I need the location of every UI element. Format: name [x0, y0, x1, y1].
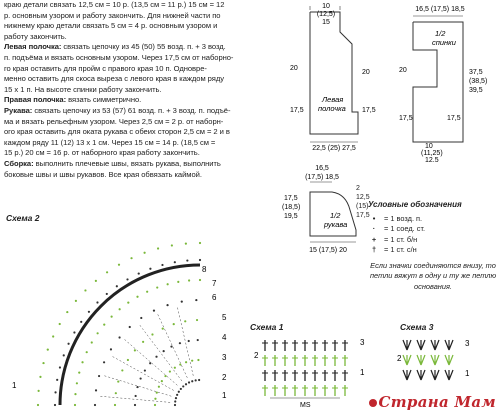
back-bottom-left: 17,5 [399, 115, 413, 122]
left-side-b: 17,5 [290, 107, 304, 114]
back-low-b: (11,25) [421, 150, 443, 157]
instruction-line: п. подъёма и вязать основным узором. Через 17,5 см от наборно- [4, 52, 234, 62]
legend-note: Если значки соединяются внизу, то петли вяжут в одну и ту же петлю основания. [369, 260, 497, 291]
back-low-c: 12,5 [425, 157, 439, 162]
left-title-1: Левая [322, 95, 344, 104]
instruction-line: Сборка: выполнить плечевые швы, вязать рукава, выполнить [4, 158, 221, 168]
left-title-2: полочка [318, 104, 346, 113]
scheme3-diagram [395, 330, 475, 390]
back-r2: (38,5) [469, 78, 488, 85]
left-side-right-b: 17,5 [362, 107, 376, 114]
left-side-right: 20 [362, 69, 370, 76]
instruction-line: менно оставить для скоса выреза с левого края в каждом ряду [4, 74, 224, 84]
instruction-line: ма и вязать рельефным узором. Через 2,5 см = 2 р. от наборн- [4, 116, 224, 126]
symbol-legend [368, 200, 498, 292]
scheme2-row-number: 6 [212, 293, 217, 302]
left-side-a: 20 [290, 65, 298, 72]
left-bottom: 22,5 (25) 27,5 [312, 145, 356, 152]
sleeve-left-c: 19,5 [284, 213, 298, 220]
scheme1-label: Схема 1 [250, 322, 284, 332]
back-title-1: 1/2 [435, 29, 446, 38]
instruction-line: Левая полочка: связать цепочку из 45 (50) 55 возд. п. + 3 возд. [4, 42, 226, 52]
legend-title: Условные обозначения [368, 200, 462, 209]
instruction-line: 15 р.) 20 см = 16 р. от наборного края работу закончить. [4, 148, 200, 158]
scheme1-row-number: 2 [254, 351, 259, 360]
instruction-line: краю детали связать 12,5 см = 10 р. (13,5 см = 11 р.) 15 см = 12 [4, 0, 225, 9]
left-front-pattern [280, 2, 388, 152]
instruction-line: Рукава: связать цепочку из 53 (57) 61 возд. п. + 3 возд. п. подъё- [4, 105, 231, 115]
scheme1-row-number: 1 [360, 368, 365, 377]
sleeve-title-1: 1/2 [330, 211, 341, 220]
legend-item: + = 1 ст. б/н [371, 234, 418, 244]
sleeve-bottom: 15 (17,5) 20 [309, 247, 347, 254]
legend-item: † = 1 ст. с/н [371, 245, 417, 254]
instruction-line: р. основным узором и работу закончить. Для нижней части по [4, 10, 221, 20]
scheme3-row-number: 3 [465, 339, 470, 348]
scheme2-row-number: 8 [202, 265, 207, 274]
sleeve-left-a: 17,5 [284, 195, 298, 202]
sleeve-left-b: (18,5) [282, 204, 301, 211]
scheme2-diagram [0, 220, 250, 413]
scheme2-row-number: 4 [222, 333, 227, 342]
back-title-2: спинки [432, 38, 456, 47]
left-top-a: 10 [322, 3, 330, 10]
scheme1-diagram [250, 330, 375, 410]
back-r3: 39,5 [469, 87, 483, 94]
scheme2-row-number: 3 [222, 353, 227, 362]
scheme1-ms-label: MS [300, 402, 311, 409]
instruction-line: работу закончить. [4, 31, 67, 41]
back-r1: 37,5 [469, 69, 483, 76]
back-side-left: 20 [399, 67, 407, 74]
scheme2-row-number: 1 [12, 381, 17, 390]
instructions-text [4, 0, 276, 180]
legend-item: · = 1 соед. ст. [372, 224, 426, 233]
scheme2-row-number: 7 [212, 279, 217, 288]
back-bottom-center: 17,5 [447, 115, 461, 122]
scheme3-row-number: 2 [397, 354, 402, 363]
scheme2-label: Схема 2 [6, 213, 40, 223]
left-top-c: 15 [322, 19, 330, 26]
watermark-logo: Страна Мам [369, 393, 496, 411]
scheme2-row-number: 1 [222, 391, 227, 400]
sleeve-title-2: рукава [324, 220, 348, 229]
instruction-line: Правая полочка: вязать симметрично. [4, 95, 142, 105]
left-top-b: (12,5) [316, 11, 336, 18]
sleeve-top-a: 16,5 [315, 165, 329, 172]
scheme2-row-number: 2 [222, 373, 227, 382]
sleeve-top-b: (17,5) 18,5 [305, 174, 339, 181]
instruction-line: го края оставить для пройм с правого края 10 п. Одновре- [4, 63, 207, 73]
instruction-line: боковые швы и швы рукавов. Все края обвязать каймой. [4, 169, 202, 179]
scheme1-row-number: 3 [360, 338, 365, 347]
scheme2-row-number: 5 [222, 313, 227, 322]
back-pattern [385, 2, 497, 162]
sleeve-right-dims: 2 12,5 (15) 17,5 [356, 185, 370, 219]
instruction-line: ого края оставить для оката рукава с обеих сторон 2,5 см = 2 и в [4, 127, 230, 137]
back-low-a: 10 [425, 143, 433, 150]
back-top: 16,5 (17,5) 18,5 [415, 6, 465, 13]
legend-item: • = 1 возд. п. [372, 213, 423, 223]
scheme3-row-number: 1 [465, 369, 470, 378]
instruction-line: каждом ряду 11 (12) 13 х 1 см. Через 15 см = 14 р. (18,5 см = [4, 137, 216, 147]
instruction-line: нижнему краю детали связать 5 см = 4 р. основным узором и [4, 21, 218, 31]
instruction-line: 15 х 1 п. На высоте спинки работу закончить. [4, 84, 162, 94]
scheme3-label: Схема 3 [400, 322, 434, 332]
